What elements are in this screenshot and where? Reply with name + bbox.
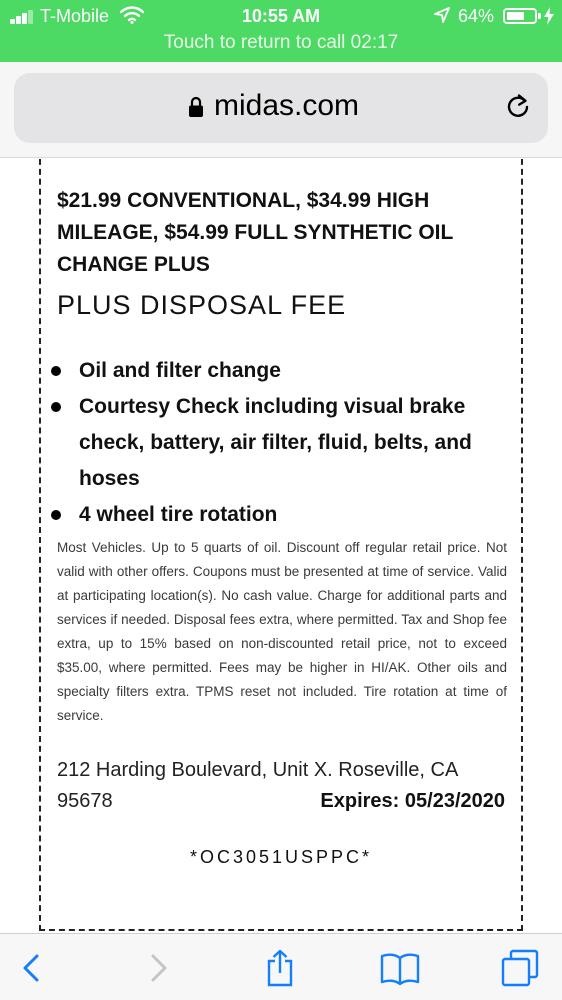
coupon-code: *OC3051USPPC* <box>189 847 373 867</box>
url-text[interactable]: midas.com <box>214 89 360 122</box>
status-bar <box>0 0 562 32</box>
page-content <box>0 159 562 932</box>
list-item <box>51 353 511 389</box>
list-item-text: Oil and filter change <box>79 359 281 382</box>
forward-icon[interactable] <box>138 948 178 988</box>
back-icon[interactable] <box>12 948 52 988</box>
share-icon[interactable] <box>260 948 300 988</box>
return-to-call-banner[interactable]: Touch to return to call 02:17 <box>163 32 399 53</box>
charging-bolt-icon <box>543 7 555 25</box>
battery-percent: 64% <box>458 6 495 26</box>
list-item-text: 4 wheel tire rotation <box>79 503 278 526</box>
browser-header <box>0 62 562 158</box>
reload-icon[interactable] <box>504 93 532 121</box>
list-item <box>51 497 511 533</box>
bullet-icon <box>51 510 61 520</box>
list-item-text: Courtesy Check including visual brake check, battery, air filter, fluid, belts, and hoses <box>79 395 472 490</box>
service-list <box>51 353 511 533</box>
coupon-card <box>39 159 523 931</box>
tabs-icon[interactable] <box>500 948 540 988</box>
coupon-headline: $21.99 CONVENTIONAL, $34.99 HIGH MILEAGE, $54.99 FULL SYNTHETIC OIL CHANGE PLUS <box>57 189 453 276</box>
browser-toolbar <box>0 933 562 1000</box>
address-bar[interactable] <box>14 73 548 143</box>
battery-icon <box>503 8 537 24</box>
location-arrow-icon <box>434 7 450 23</box>
coupon-subhead: PLUS DISPOSAL FEE <box>57 290 347 320</box>
bullet-icon <box>51 402 61 412</box>
bullet-icon <box>51 366 61 376</box>
list-item <box>51 389 511 497</box>
bookmarks-icon[interactable] <box>380 948 420 988</box>
shop-address: 212 Harding Boulevard, Unit X. Roseville, CA 95678 <box>57 759 458 812</box>
fine-print: Most Vehicles. Up to 5 quarts of oil. Discount off regular retail price. Not valid with other offers. Coupons must be presented at time of service. Valid at participating location(s). No cash value. Charge for additional parts and services if needed. Disposal fees extra, where permitted. Tax and Shop fee extra, up to 15% based on non-discounted retail price, not to exceed $35.00, where permitted. Fees may be higher in HI/AK. Other oils and specialty filters extra. TPMS reset not included. Tire rotation at time of service. <box>57 540 507 723</box>
status-area <box>0 0 562 62</box>
expiration-date: Expires: 05/23/2020 <box>320 790 505 812</box>
carrier-name: T-Mobile <box>40 6 110 26</box>
status-time: 10:55 AM <box>241 6 321 26</box>
lock-icon <box>188 96 204 118</box>
